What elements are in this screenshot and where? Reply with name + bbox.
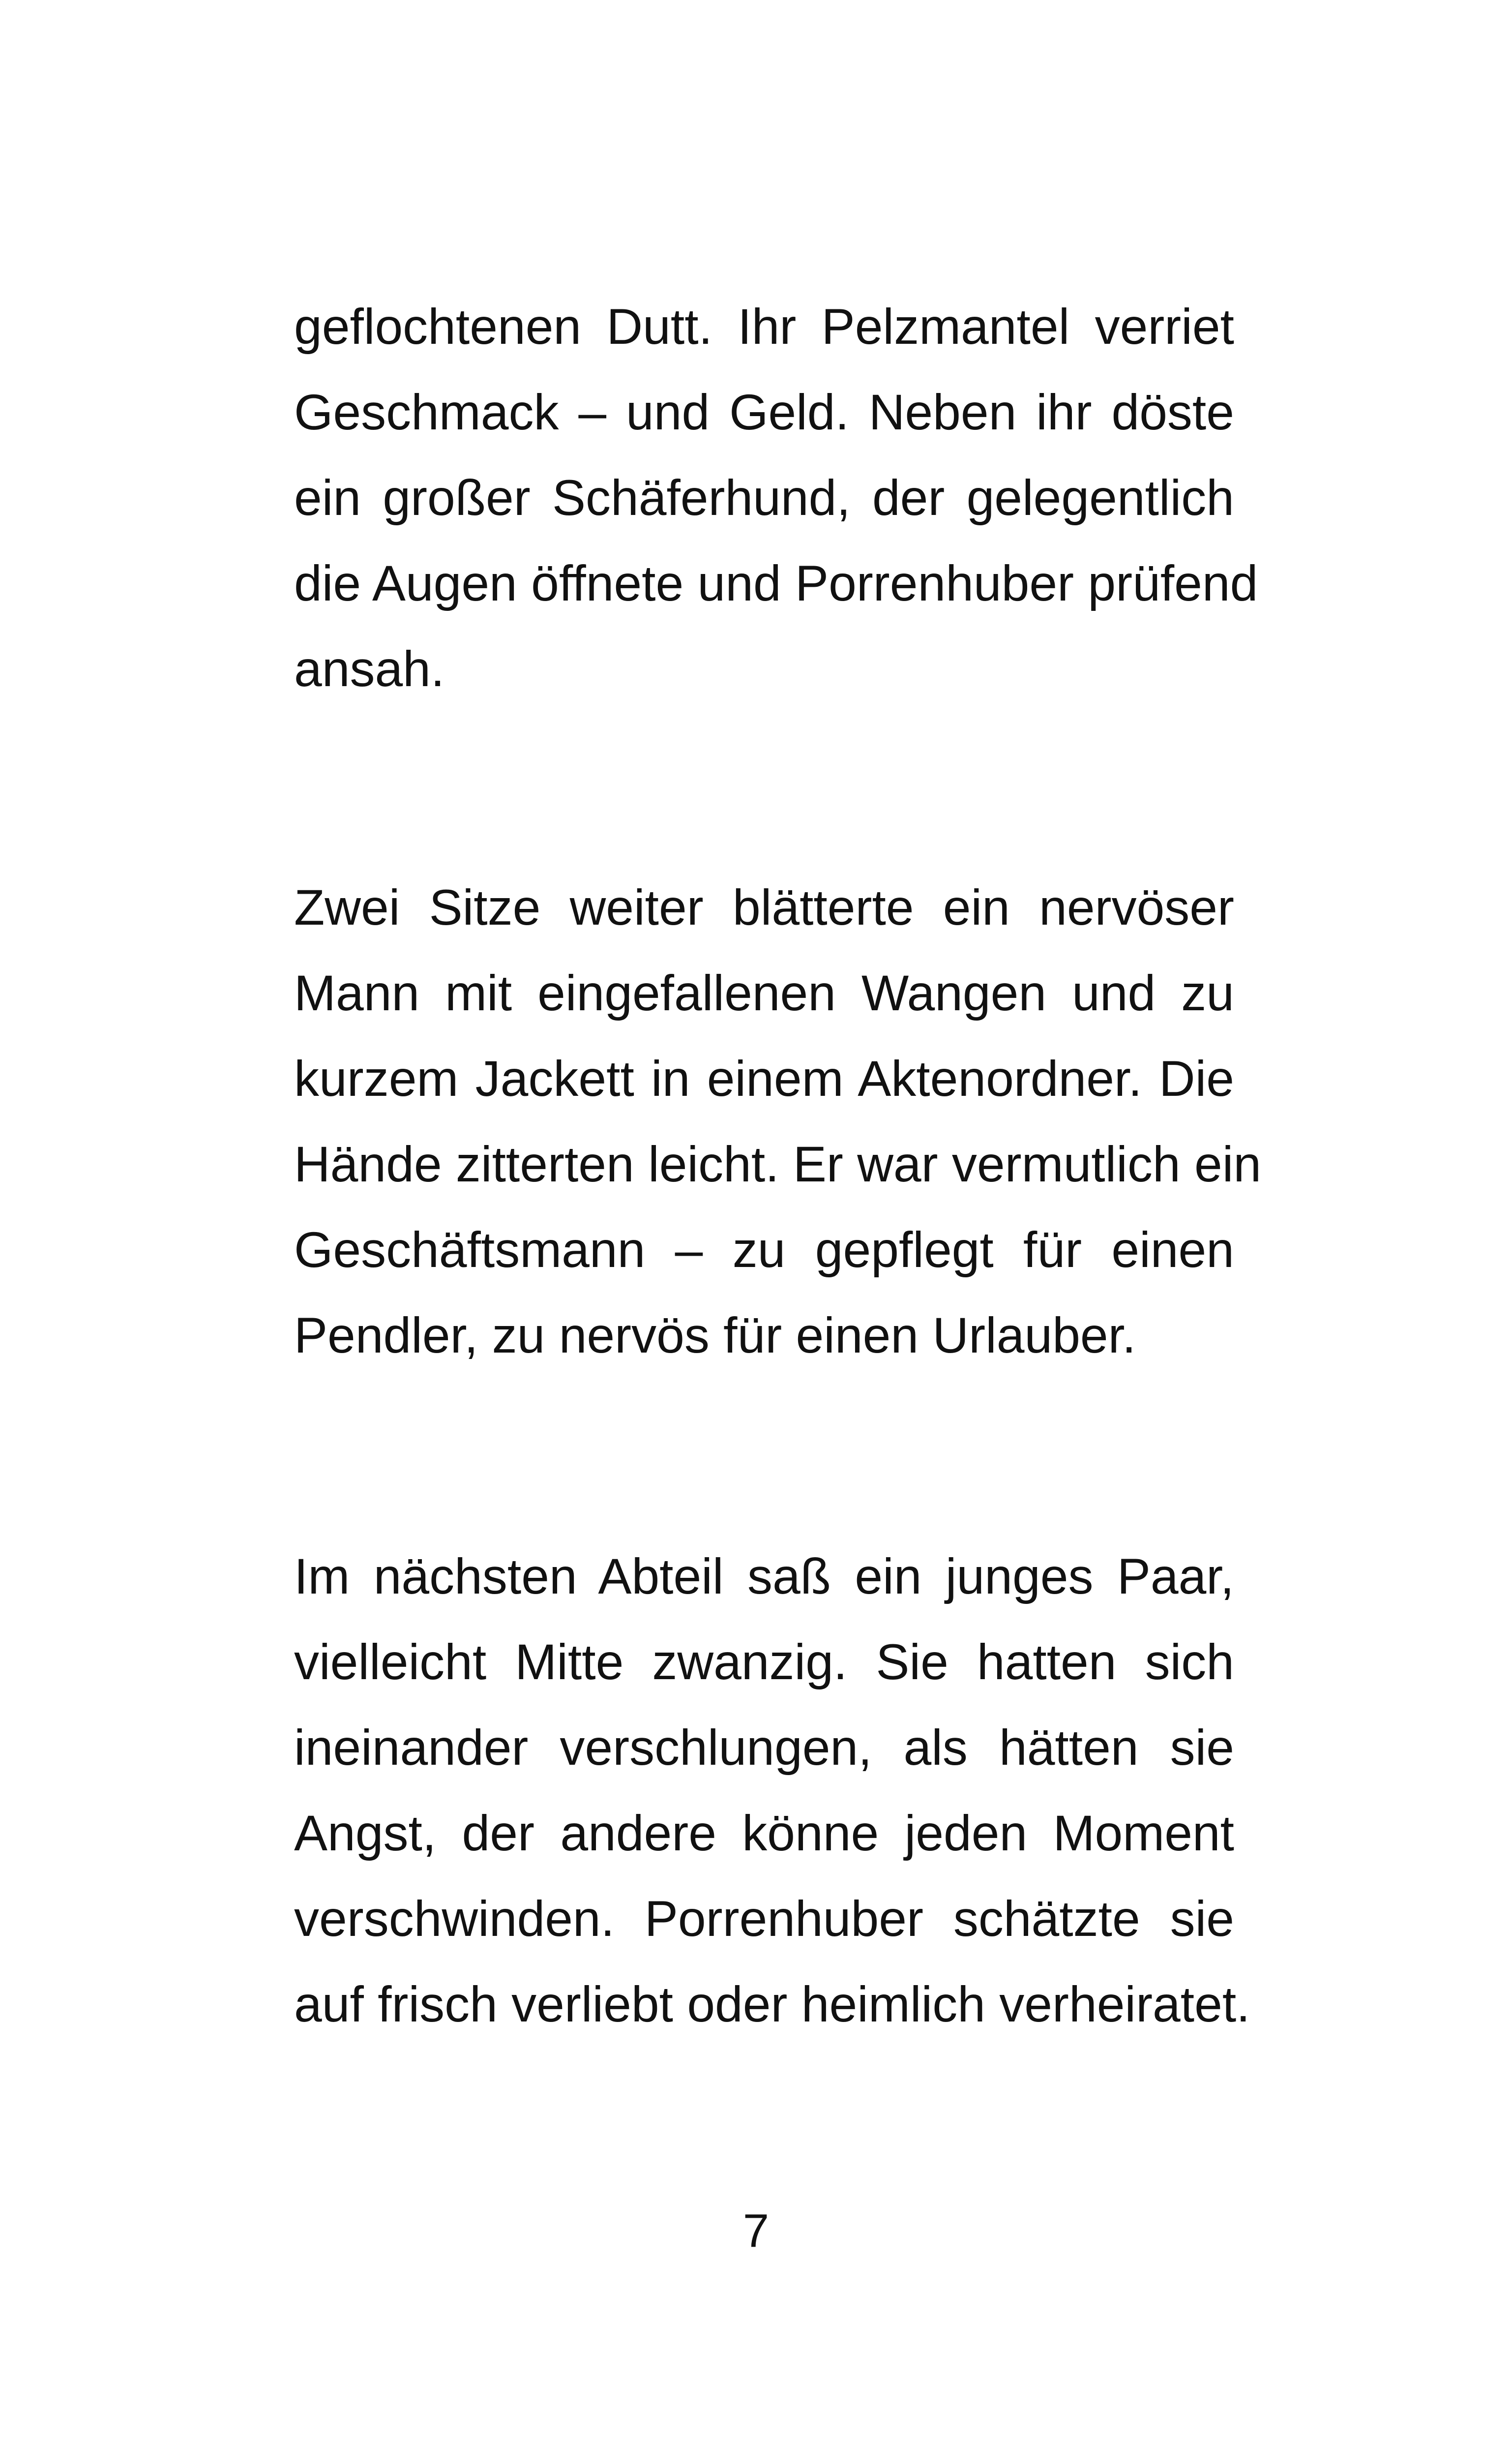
paragraph-3	[294, 1534, 1250, 2047]
paragraph-1	[294, 284, 1258, 712]
paragraph-line: Geschäftsmann – zu gepflegt für einen	[294, 1222, 1234, 1278]
paragraph-line: die Augen öffnete und Porrenhuber prüfend	[294, 555, 1258, 611]
paragraph-line: ein großer Schäferhund, der gelegentlich	[294, 470, 1234, 526]
paragraph-line: vielleicht Mitte zwanzig. Sie hatten sich	[294, 1634, 1234, 1690]
paragraph-line: Im nächsten Abteil saß ein junges Paar,	[294, 1548, 1234, 1604]
paragraph-line: ineinander verschlungen, als hätten sie	[294, 1719, 1234, 1776]
paragraph-line: Pendler, zu nervös für einen Urlauber.	[294, 1307, 1136, 1363]
paragraph-line: geflochtenen Dutt. Ihr Pelzmantel verriet	[294, 299, 1234, 355]
paragraph-line: Geschmack – und Geld. Neben ihr döste	[294, 384, 1234, 440]
paragraph-line: ansah.	[294, 641, 445, 697]
paragraph-line: verschwinden. Porrenhuber schätzte sie	[294, 1891, 1234, 1947]
paragraph-line: Angst, der andere könne jeden Moment	[294, 1805, 1234, 1861]
paragraph-line: kurzem Jackett in einem Aktenordner. Die	[294, 1051, 1234, 1107]
page-number: 7	[742, 2204, 770, 2257]
paragraph-2	[294, 865, 1262, 1378]
paragraph-line: Mann mit eingefallenen Wangen und zu	[294, 965, 1234, 1021]
paragraph-line: auf frisch verliebt oder heimlich verheiratet.	[294, 1976, 1250, 2032]
paragraph-line: Zwei Sitze weiter blätterte ein nervöser	[294, 879, 1234, 935]
paragraph-line: Hände zitterten leicht. Er war vermutlich ein	[294, 1136, 1262, 1192]
